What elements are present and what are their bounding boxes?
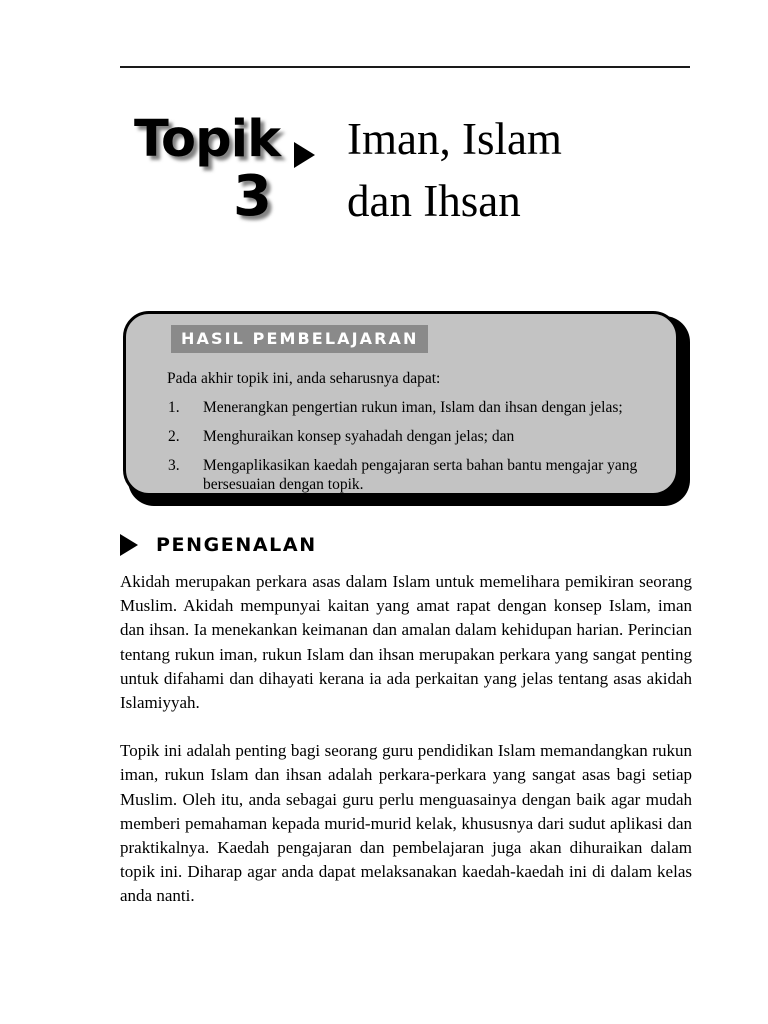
list-item-text: Menghuraikan konsep syahadah dengan jelas; dan — [203, 428, 515, 445]
list-item-number: 3. — [168, 457, 180, 474]
page-title — [347, 108, 697, 232]
topic-number: 3 — [233, 164, 272, 229]
list-item-number: 2. — [168, 428, 180, 445]
top-rule-divider — [120, 66, 690, 68]
topic-number-block — [120, 112, 280, 228]
paragraph: Topik ini adalah penting bagi seorang guru pendidikan Islam memandangkan rukun iman, rukun Islam dan ihsan adalah perkara-perkara yang sangat asas bagi setiap Muslim. Oleh itu, anda sebagai guru perlu menguasainya dengan baik agar mudah memberi pemahaman kepada murid-murid kelak, khususnya dari sudut aplikasi dan praktikalnya. Kaedah pengajaran dan pembelajaran juga akan dihuraikan dalam topik ini. Diharap agar anda dapat melaksanakan kaedah-kaedah ini di dalam kelas anda nanti. — [120, 741, 692, 906]
section-heading — [120, 534, 317, 556]
list-item-text: Menerangkan pengertian rukun iman, Islam dan ihsan dengan jelas; — [203, 399, 623, 416]
list-item-text: Mengaplikasikan kaedah pengajaran serta bahan bantu mengajar yang bersesuaian dengan topik. — [203, 457, 638, 493]
list-item — [167, 427, 654, 446]
outcomes-list — [167, 398, 654, 494]
triangle-right-icon — [120, 534, 138, 556]
list-item — [167, 398, 654, 417]
outcomes-banner-label: HASIL PEMBELAJARAN — [171, 325, 428, 353]
list-item-number: 1. — [168, 399, 180, 416]
page-title-line-2: dan Ihsan — [347, 176, 521, 226]
list-item — [167, 456, 654, 494]
section-heading-label: PENGENALAN — [156, 534, 317, 556]
page-title-line-1: Iman, Islam — [347, 114, 562, 164]
learning-outcomes-box — [123, 311, 679, 496]
outcomes-intro-text: Pada akhir topik ini, anda seharusnya dapat: — [167, 370, 441, 387]
paragraph: Akidah merupakan perkara asas dalam Islam untuk memelihara pemikiran seorang Muslim. Akidah mempunyai kaitan yang amat rapat dengan konsep Islam, iman dan ihsan. Ia menekankan keimanan dan amalan dalam kehidupan harian. Perincian tentang rukun iman, rukun Islam dan ihsan merupakan perkara yang sangat penting untuk difahami dan dihayati kerana ia ada perkaitan yang jelas tentang asas akidah Islamiyyah. — [120, 572, 692, 713]
topic-label: Topik — [134, 110, 280, 169]
body-content — [120, 570, 692, 909]
masthead — [120, 112, 692, 277]
triangle-right-icon — [294, 142, 315, 168]
